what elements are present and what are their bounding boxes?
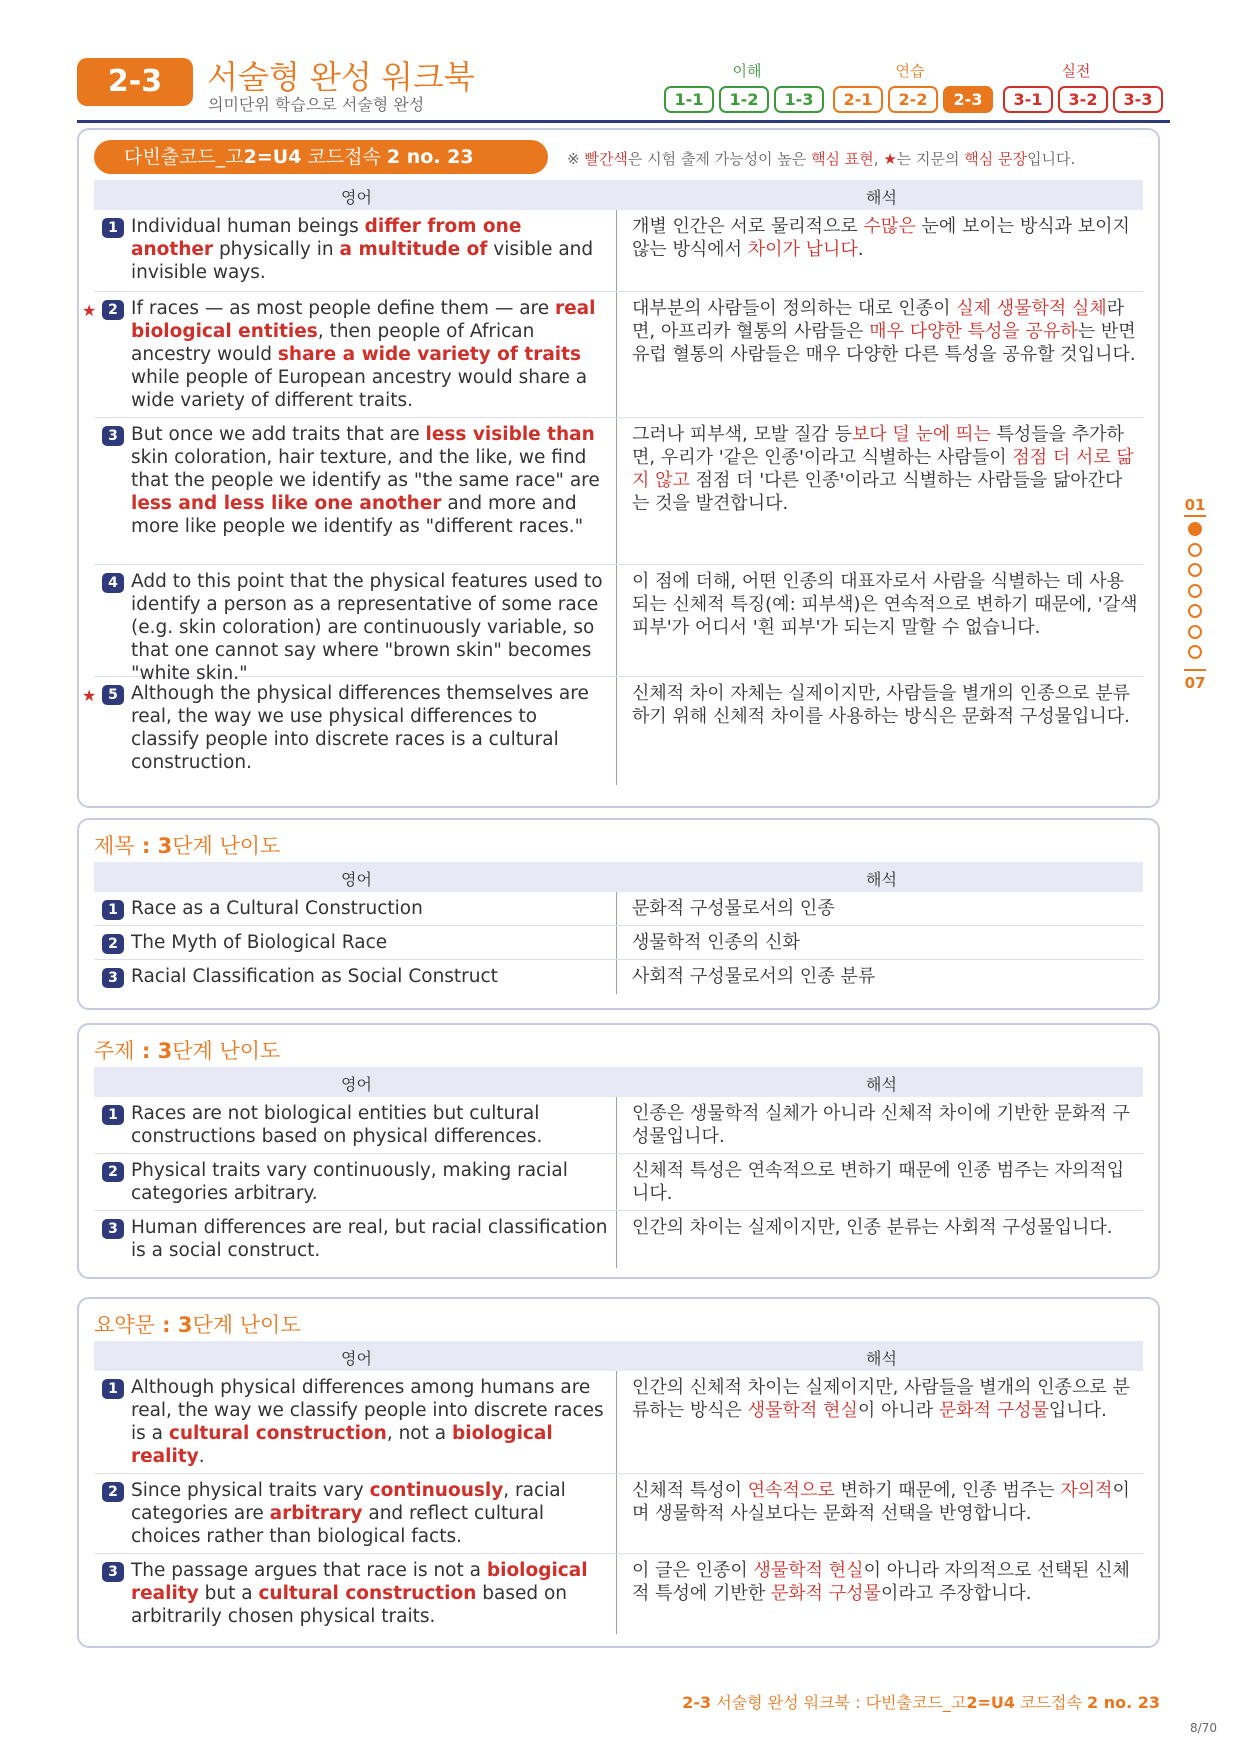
key-expression: share a wide variety of traits bbox=[277, 344, 581, 365]
note-key-expression: 핵심 표현 bbox=[811, 150, 874, 168]
text-segment: Individual human beings bbox=[131, 216, 365, 237]
key-expression: 실제 생물학적 실체 bbox=[956, 298, 1107, 319]
text-segment: 신체적 차이 자체는 실제이지만, 사람들을 별개의 인종으로 분류하기 위해 신체적 차이를 사용하는 방식은 문화적 구성물입니다. bbox=[632, 683, 1130, 727]
table-row bbox=[94, 210, 1143, 292]
english-cell bbox=[94, 1474, 617, 1553]
text-segment: 이 아니라 bbox=[857, 1400, 939, 1421]
col-korean: 해석 bbox=[866, 1349, 897, 1368]
table-row bbox=[82, 292, 1143, 418]
sentence-number: 3 bbox=[102, 426, 124, 446]
table-row bbox=[94, 960, 1143, 994]
step-2-2[interactable]: 2-2 bbox=[888, 86, 938, 113]
table-row bbox=[94, 1154, 1143, 1211]
key-expression: 생물학적 현실 bbox=[753, 1560, 864, 1581]
korean-cell bbox=[632, 1154, 1143, 1210]
key-expression: biological reality bbox=[131, 1560, 588, 1604]
text-segment: . bbox=[198, 1446, 205, 1467]
code-grade: 2=U4 bbox=[243, 146, 302, 168]
table-header bbox=[94, 180, 1143, 210]
key-expression: 문화적 구성물 bbox=[770, 1583, 881, 1604]
text-segment: 이 아니라 자의적으로 선택된 신체적 특성에 기반한 bbox=[632, 1560, 1130, 1604]
table-header bbox=[94, 1067, 1143, 1097]
sentence-number: 2 bbox=[102, 300, 124, 320]
text-segment: , then people of African ancestry would bbox=[131, 321, 535, 365]
table-row bbox=[94, 1554, 1143, 1634]
sentence-number: 4 bbox=[102, 573, 124, 593]
code-badge bbox=[94, 140, 548, 174]
english-cell bbox=[94, 418, 617, 564]
text-segment: . bbox=[857, 239, 864, 260]
key-expression: 차이가 납니다 bbox=[747, 239, 858, 260]
text-segment: 입니다. bbox=[1048, 1400, 1107, 1421]
text-segment: 눈에 보이는 방식과 보이지 않는 방식에서 bbox=[632, 216, 1130, 260]
english-cell bbox=[94, 1154, 617, 1210]
table-row bbox=[82, 677, 1143, 785]
korean-cell bbox=[632, 1097, 1143, 1153]
key-expression: less visible than bbox=[425, 424, 595, 445]
table-row bbox=[94, 1371, 1143, 1474]
section-badge: 2-3 bbox=[77, 58, 193, 106]
key-expression: 보다 덜 눈에 띄는 bbox=[851, 424, 991, 445]
side-nav-line-bottom bbox=[1184, 669, 1206, 671]
stage-label-practice: 연습 bbox=[895, 62, 925, 80]
summary-section bbox=[77, 1297, 1160, 1648]
table-header bbox=[94, 862, 1143, 892]
table-row bbox=[94, 565, 1143, 684]
theme-rows bbox=[94, 1097, 1143, 1268]
english-cell bbox=[94, 1211, 617, 1268]
text-segment: 사회적 구성물로서의 인종 분류 bbox=[632, 966, 876, 987]
text-segment: The Myth of Biological Race bbox=[131, 932, 388, 953]
star-icon: ★ bbox=[82, 301, 97, 320]
key-expression: 수많은 bbox=[863, 216, 916, 237]
col-english: 영어 bbox=[341, 1075, 372, 1094]
text-segment: 는 반면 유럽 혈통의 사람들은 매우 다양한 다른 특성을 공유할 것입니다. bbox=[632, 321, 1136, 365]
key-expression: arbitrary bbox=[269, 1503, 363, 1524]
text-segment: and reflect cultural choices rather than biological facts. bbox=[131, 1503, 545, 1547]
key-expression: 연속적으로 bbox=[747, 1480, 835, 1501]
english-cell bbox=[82, 677, 617, 785]
text-segment: 인종은 생물학적 실체가 아니라 신체적 차이에 기반한 문화적 구성물입니다. bbox=[632, 1103, 1130, 1147]
sentence-number: 1 bbox=[102, 1379, 124, 1399]
english-cell bbox=[94, 210, 617, 291]
text-segment: visible and invisible ways. bbox=[131, 239, 594, 283]
text-segment: Although the physical differences themselves are real, the way we use physical differences to classify people into discrete races is a cultural construction. bbox=[131, 683, 589, 773]
passage-section bbox=[77, 128, 1160, 808]
korean-cell bbox=[632, 292, 1143, 417]
text-segment: Race as a Cultural Construction bbox=[131, 898, 423, 919]
text-segment: Add to this point that the physical features used to identify a person as a representative of some race (e.g. skin coloration) are continuously variable, so that one cannot say where "brown skin" becomes "white skin." bbox=[131, 571, 603, 684]
step-1-1[interactable]: 1-1 bbox=[664, 86, 714, 113]
side-nav-dot[interactable] bbox=[1188, 522, 1202, 536]
note-text-1: 은 시험 출제 가능성이 높은 bbox=[627, 150, 812, 168]
english-cell bbox=[94, 1371, 617, 1473]
text-segment: 이라고 주장합니다. bbox=[880, 1583, 1032, 1604]
side-nav-line-top bbox=[1184, 515, 1206, 517]
key-expression: 생물학적 현실 bbox=[747, 1400, 858, 1421]
text-segment: Human differences are real, but racial classification is a social construct. bbox=[131, 1217, 608, 1261]
text-segment: physically in bbox=[213, 239, 340, 260]
text-segment: 그러나 피부색, 모발 질감 등 bbox=[632, 424, 852, 445]
step-3-3[interactable]: 3-3 bbox=[1113, 86, 1163, 113]
star-icon: ★ bbox=[883, 150, 897, 168]
sentence-number: 1 bbox=[102, 1105, 124, 1125]
footer-code-prefix: 다빈출코드_고 bbox=[865, 1693, 967, 1712]
table-row bbox=[94, 892, 1143, 926]
step-2-3[interactable]: 2-3 bbox=[943, 86, 993, 113]
text-segment: based on arbitrarily chosen physical traits. bbox=[131, 1583, 568, 1627]
page-subtitle: 의미단위 학습으로 서술형 완성 bbox=[208, 95, 425, 114]
text-segment: 이 글은 인종이 bbox=[632, 1560, 754, 1581]
footer-code-number: 2 no. 23 bbox=[1087, 1693, 1160, 1712]
sentence-number: 3 bbox=[102, 1219, 124, 1239]
key-expression: cultural construction bbox=[258, 1583, 477, 1604]
text-segment: Although physical differences among humans are real, the way we classify people into discrete races is a bbox=[131, 1377, 604, 1444]
english-cell bbox=[94, 960, 617, 994]
note-text-3: 는 지문의 bbox=[896, 150, 965, 168]
summary-rows bbox=[94, 1371, 1143, 1634]
text-segment: 이며 생물학적 사실보다는 문화적 선택을 반영합니다. bbox=[632, 1480, 1130, 1524]
side-nav-dot[interactable] bbox=[1188, 604, 1202, 618]
table-row bbox=[94, 418, 1143, 565]
col-korean: 해석 bbox=[866, 870, 897, 889]
text-segment: , not a bbox=[386, 1423, 452, 1444]
sentence-number: 3 bbox=[102, 968, 124, 988]
note-red-label: 빨간색 bbox=[584, 150, 628, 168]
col-english: 영어 bbox=[341, 1349, 372, 1368]
korean-cell bbox=[632, 1474, 1143, 1553]
step-1-3[interactable]: 1-3 bbox=[774, 86, 824, 113]
text-segment: while people of European ancestry would share a wide variety of different traits. bbox=[131, 367, 588, 411]
text-segment: If races — as most people define them — are bbox=[131, 298, 556, 319]
key-expression: 점점 더 서로 닮지 않고 bbox=[632, 447, 1134, 491]
sentence-number: 2 bbox=[102, 1482, 124, 1502]
key-expression: a multitude of bbox=[339, 239, 488, 260]
english-cell bbox=[94, 565, 617, 684]
english-cell bbox=[94, 1097, 617, 1153]
footer-code-mid: 코드접속 bbox=[1015, 1693, 1087, 1712]
text-segment: 대부분의 사람들이 정의하는 대로 인종이 bbox=[632, 298, 957, 319]
sentence-number: 2 bbox=[102, 1162, 124, 1182]
summary-section-heading bbox=[94, 1309, 301, 1339]
col-korean: 해석 bbox=[866, 1075, 897, 1094]
english-cell bbox=[94, 892, 617, 925]
page-title: 서술형 완성 워크북 bbox=[207, 58, 475, 96]
text-segment: Physical traits vary continuously, making racial categories arbitrary. bbox=[131, 1160, 568, 1204]
footer-badge: 2-3 bbox=[682, 1693, 712, 1712]
text-segment: 특성들을 추가하면, 우리가 '같은 인종'이라고 식별하는 사람들이 bbox=[632, 424, 1124, 468]
side-nav-dot[interactable] bbox=[1188, 563, 1202, 577]
theme-section bbox=[77, 1023, 1160, 1279]
korean-cell bbox=[632, 1371, 1143, 1473]
korean-cell bbox=[632, 960, 1143, 994]
text-segment: The passage argues that race is not a bbox=[131, 1560, 487, 1581]
theme-level: : 3 bbox=[134, 1039, 173, 1063]
text-segment: 라면, 아프리카 혈통의 사람들은 bbox=[632, 298, 1125, 342]
step-2-1[interactable]: 2-1 bbox=[833, 86, 883, 113]
key-expression: continuously bbox=[369, 1480, 504, 1501]
title-level: : 3 bbox=[134, 834, 173, 858]
sentence-number: 2 bbox=[102, 934, 124, 954]
korean-cell bbox=[632, 565, 1143, 676]
text-segment: 점점 더 '다른 인종'이라고 식별하는 사람들을 닮아간다는 것을 발견합니다. bbox=[632, 470, 1123, 514]
legend-note bbox=[567, 148, 1075, 169]
step-3-2[interactable]: 3-2 bbox=[1058, 86, 1108, 113]
summary-level: : 3 bbox=[154, 1313, 193, 1337]
text-segment: 신체적 특성이 bbox=[632, 1480, 748, 1501]
note-prefix: ※ bbox=[567, 150, 585, 168]
text-segment: 문화적 구성물로서의 인종 bbox=[632, 898, 835, 919]
title-rows bbox=[94, 892, 1143, 994]
summary-level-suffix: 단계 난이도 bbox=[192, 1313, 301, 1337]
sentence-number: 1 bbox=[102, 900, 124, 920]
korean-cell bbox=[632, 1211, 1143, 1268]
col-english: 영어 bbox=[341, 870, 372, 889]
key-expression: less and less like one another bbox=[131, 493, 442, 514]
table-row bbox=[94, 1211, 1143, 1268]
note-suffix: 입니다. bbox=[1027, 150, 1076, 168]
sentence-number: 5 bbox=[102, 685, 124, 705]
stage-label-understand: 이해 bbox=[732, 62, 762, 80]
korean-cell bbox=[632, 677, 1143, 785]
text-segment: 생물학적 인종의 신화 bbox=[632, 932, 800, 953]
table-header bbox=[94, 1341, 1143, 1371]
page-number: 8/70 bbox=[1190, 1721, 1217, 1735]
table-row bbox=[94, 1097, 1143, 1154]
text-segment: 신체적 특성은 연속적으로 변하기 때문에 인종 범주는 자의적입니다. bbox=[632, 1160, 1125, 1204]
text-segment: 변하기 때문에, 인종 범주는 bbox=[834, 1480, 1061, 1501]
text-segment: Races are not biological entities but cultural constructions based on physical differences. bbox=[131, 1103, 543, 1147]
header-divider bbox=[77, 120, 1170, 123]
english-cell bbox=[82, 292, 617, 417]
key-expression: real biological entities bbox=[131, 298, 596, 342]
text-segment: 인간의 신체적 차이는 실제이지만, 사람들을 별개의 인종으로 분류하는 방식은 bbox=[632, 1377, 1130, 1421]
table-row bbox=[94, 926, 1143, 960]
side-nav-dot[interactable] bbox=[1188, 625, 1202, 639]
sentence-number: 3 bbox=[102, 1562, 124, 1582]
code-number: 2 no. 23 bbox=[386, 146, 474, 168]
title-section-heading bbox=[94, 830, 280, 860]
key-expression: 매우 다양한 특성을 공유하 bbox=[869, 321, 1078, 342]
passage-rows bbox=[82, 210, 1143, 785]
korean-cell bbox=[632, 892, 1143, 925]
stage-label-exam: 실전 bbox=[1061, 62, 1091, 80]
korean-cell bbox=[632, 1554, 1143, 1634]
note-text-2: , bbox=[873, 150, 884, 168]
summary-label: 요약문 bbox=[94, 1313, 155, 1337]
english-cell bbox=[94, 1554, 617, 1634]
key-expression: biological reality bbox=[131, 1423, 553, 1467]
code-prefix: 다빈출코드_고 bbox=[124, 146, 244, 168]
col-english: 영어 bbox=[341, 188, 372, 207]
text-segment: Since physical traits vary bbox=[131, 1480, 370, 1501]
key-expression: 문화적 구성물 bbox=[938, 1400, 1049, 1421]
text-segment: Racial Classification as Social Construct bbox=[131, 966, 498, 987]
side-nav-end: 07 bbox=[1184, 674, 1206, 692]
theme-label: 주제 bbox=[94, 1039, 135, 1063]
side-nav-dot[interactable] bbox=[1188, 543, 1202, 557]
korean-cell bbox=[632, 926, 1143, 959]
star-icon: ★ bbox=[82, 686, 97, 705]
theme-level-suffix: 단계 난이도 bbox=[172, 1039, 281, 1063]
footer-text: 서술형 완성 워크북 : bbox=[711, 1693, 866, 1712]
key-expression: differ from one another bbox=[131, 216, 522, 260]
text-segment: skin coloration, hair texture, and the like, we find that the people we identify as "the same race" are bbox=[131, 447, 600, 491]
note-key-sentence: 핵심 문장 bbox=[964, 150, 1028, 168]
text-segment: But once we add traits that are bbox=[131, 424, 426, 445]
theme-section-heading bbox=[94, 1035, 280, 1065]
text-segment: and more and more like people we identify as "different races." bbox=[131, 493, 584, 537]
sentence-number: 1 bbox=[102, 218, 124, 238]
side-nav-dot[interactable] bbox=[1188, 645, 1202, 659]
korean-cell bbox=[632, 210, 1143, 291]
text-segment: , racial categories are bbox=[131, 1480, 566, 1524]
code-mid: 코드접속 bbox=[301, 146, 387, 168]
text-segment: but a bbox=[198, 1583, 259, 1604]
side-nav-start: 01 bbox=[1184, 496, 1206, 514]
korean-cell bbox=[632, 418, 1143, 564]
footer bbox=[682, 1690, 1160, 1713]
table-row bbox=[94, 1474, 1143, 1554]
col-korean: 해석 bbox=[866, 188, 897, 207]
text-segment: 개별 인간은 서로 물리적으로 bbox=[632, 216, 864, 237]
title-level-suffix: 단계 난이도 bbox=[172, 834, 281, 858]
key-expression: cultural construction bbox=[168, 1423, 387, 1444]
key-expression: 자의적 bbox=[1060, 1480, 1113, 1501]
english-cell bbox=[94, 926, 617, 959]
title-label: 제목 bbox=[94, 834, 135, 858]
text-segment: 이 점에 더해, 어떤 인종의 대표자로서 사람을 식별하는 데 사용되는 신체적 특징(예: 피부색)은 연속적으로 변하기 때문에, '갈색 피부'가 어디서 '흰 피부'가 되는지 말할 수 없습니다. bbox=[632, 571, 1138, 638]
step-1-2[interactable]: 1-2 bbox=[719, 86, 769, 113]
title-section bbox=[77, 818, 1160, 1010]
text-segment: 인간의 차이는 실제이지만, 인종 분류는 사회적 구성물입니다. bbox=[632, 1217, 1113, 1238]
side-nav-dot[interactable] bbox=[1188, 584, 1202, 598]
footer-code-grade: 2=U4 bbox=[966, 1693, 1015, 1712]
step-3-1[interactable]: 3-1 bbox=[1003, 86, 1053, 113]
